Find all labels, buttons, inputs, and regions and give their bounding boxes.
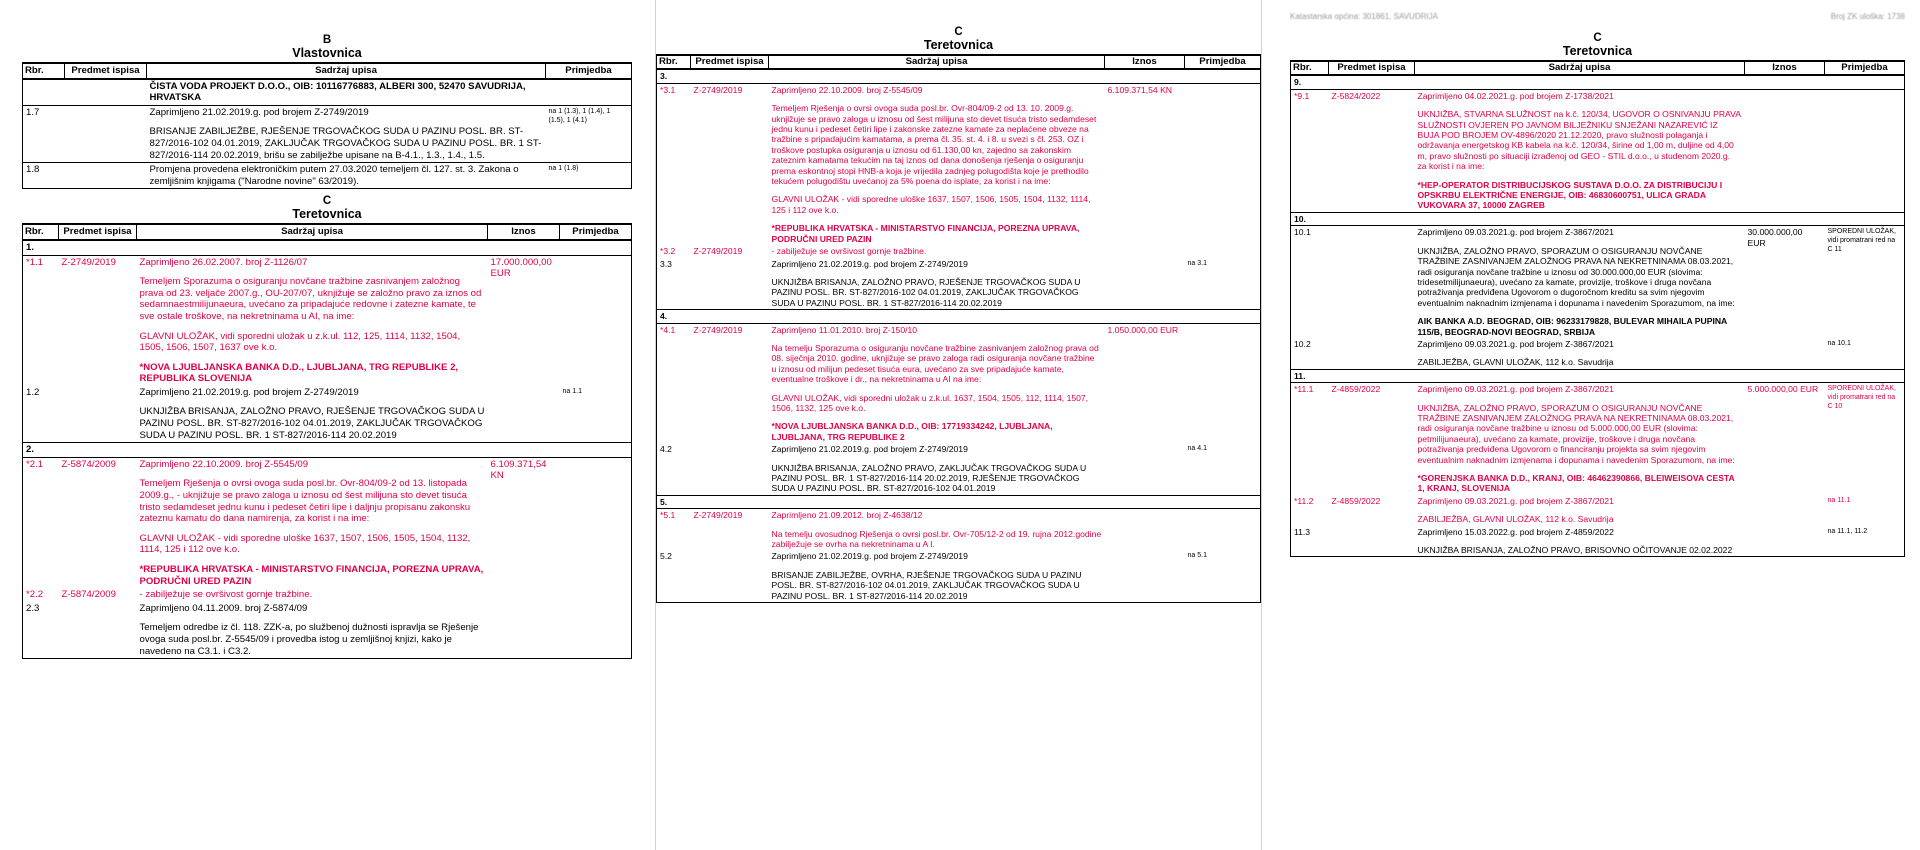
group-row (1291, 75, 1905, 89)
section-letter: C (954, 26, 963, 38)
table-row (1291, 89, 1905, 212)
page-header (1290, 12, 1905, 26)
entry-line: UKNJIŽBA BRISANJA, ZALOŽNO PRAVO, BRISOVNO OČITOVANJE 02.02.2022 (1417, 545, 1733, 556)
table-row (1291, 338, 1905, 369)
entry-line: Zaprimljeno 22.10.2009. broj Z-5545/09 (139, 458, 309, 470)
section-title: Teretovnica (923, 38, 994, 52)
entry-content (147, 105, 546, 162)
teretovnica-table (1290, 60, 1905, 557)
entry-subject: Z-5874/2009 (61, 589, 116, 601)
entry-amount: 6.109.371,54 KN (490, 458, 547, 482)
page-top-spacer (656, 0, 1261, 20)
entry-subject: Z-4859/2022 (1331, 495, 1381, 506)
table-row (657, 323, 1261, 443)
table-header-row (1291, 61, 1905, 75)
table-row (23, 602, 632, 659)
entry-number: 1.8 (23, 163, 65, 189)
entry-number: 11.3 (1291, 526, 1329, 557)
group-label: 10. (1291, 212, 1905, 225)
group-row (1291, 369, 1905, 382)
entry-holder: *NOVA LJUBLJANSKA BANKA D.D., OIB: 17719334242, LJUBLJANA, LJUBLJANA, TRG REPUBLIKE 2 (771, 421, 1053, 442)
group-label: 1. (23, 240, 632, 255)
entry-amount: 6.109.371,54 KN (1107, 84, 1173, 95)
col-header: Iznos (1745, 61, 1825, 75)
col-header: Primjedba (1825, 61, 1905, 75)
vlastovnica-table (22, 62, 632, 189)
owner-row (23, 79, 632, 106)
table-row (23, 163, 632, 189)
table-row (657, 509, 1261, 551)
table-row (657, 245, 1261, 257)
entry-line: Temeljem Rješenja o ovrsi ovoga suda posl.br. Ovr-804/09-2 od 13. 10. 2009.g. uknjižuje se pravo zaloga u iznosu od šest milijuna sto devet tisuća tristo sedamdeset jednu kunu i pedeset četiri lipe i zakonske zatezne kamate za neplaćene obveze na tražbine s pripadajućim kamatama, a prema čl. 35. st. 4. i 8. u svezi s čl. 253. OZ i troškove postupka osiguranja u iznosu od 61.130,00 kn, zajedno sa zakonskim zateznim kamatama tekućim na taj iznos od dana donošenja rješenja o osiguranju prema eskontnoj stopi HNB-a koja je vrijedila zadnjeg polugodišta koje je prethodilo tekućem polugodištu uvećanoj za 5% poena do isplate, za korist i na ime: (771, 103, 1097, 187)
table-row (23, 588, 632, 602)
entry-line: UKNJIŽBA, ZALOŽNO PRAVO, SPORAZUM O OSIGURANJU NOVČANE TRAŽBINE ZASNIVANJEM ZALOŽNOG PRAVA NA NEKRETNINAMA 08.03.2021, radi osiguranja novčane tražbine u iznosu od 30.000.000,00 EUR (slovima: tridesetmilijunaeura), uvećano za kamate, provizije, troškove i druga novčana potraživanja predviđena Ugovorom o dugoročnom kreditu sa svim njegovim eventualnim naknadnim izmjenama i dopunama i navedenim Sporazumom, na ime: (1417, 245, 1735, 308)
teretovnica-rows (657, 69, 1261, 602)
entry-remark (1185, 83, 1261, 245)
entry-amount (1105, 509, 1185, 551)
entry-remark (1185, 323, 1261, 443)
col-header: Iznos (488, 224, 560, 240)
entry-remark: SPOREDNI ULOŽAK, vidi promatrani red na C 10 (1825, 383, 1905, 495)
entry-remark (1825, 89, 1905, 212)
entry-content (769, 245, 1105, 257)
entry-number: *1.1 (23, 255, 59, 386)
entry-content (1415, 338, 1745, 369)
entry-remark: na 1.1 (560, 386, 632, 443)
entry-number: *11.1 (1291, 383, 1329, 495)
entry-content (1415, 89, 1745, 212)
entry-line: Zaprimljeno 04.02.2021.g. pod brojem Z-1738/2021 (1417, 90, 1614, 101)
entry-number: *3.1 (657, 83, 691, 245)
teretovnica-rows (23, 240, 632, 659)
entry-line: Zaprimljeno 21.09.2012. broj Z-4638/12 (771, 510, 923, 521)
entry-content (137, 386, 488, 443)
land-registry-folio: Broj ZK uloška: 1738 (1830, 12, 1905, 21)
entry-subject (1329, 226, 1415, 338)
entry-amount (1105, 245, 1185, 257)
entry-line: Zaprimljeno 26.02.2007. broj Z-1126/07 (139, 256, 308, 268)
group-row (23, 240, 632, 255)
entry-content (1415, 495, 1745, 526)
group-row (1291, 212, 1905, 225)
entry-number: *3.2 (657, 245, 691, 257)
entry-line: BRISANJE ZABILJEŽBE, OVRHA, RJEŠENJE TRGOVAČKOG SUDA U PAZINU POSL. BR. ST-827/2016-102 04.01.2019, ZAKLJUČAK TRGOVAČKOG SUDA U PAZINU POSL. BR. 1 ST-827/2016-114 20.02.2019 (771, 569, 1082, 601)
entry-subject (59, 602, 137, 659)
owner-name: ČISTA VODA PROJEKT D.O.O., OIB: 10116776883, ALBERI 300, 52470 SAVUDRIJA, HRVATSKA (147, 79, 546, 106)
group-label: 4. (657, 310, 1261, 323)
entry-line: Temeljem Rješenja o ovrsi ovoga suda posl.br. Ovr-804/09-2 od 13. listopada 2009.g., - uknjižuje se pravo zaloga u iznosu od šest milijuna sto devet tisuća tristo sedamdeset jednu kunu i pedeset četiri lipe i daljnju propisanu zakonsku zateznu kamatu do dana namirenja, za korist i na ime: (139, 478, 471, 525)
group-label: 2. (23, 443, 632, 458)
entry-line: Zaprimljeno 09.03.2021.g. pod brojem Z-3867/2021 (1417, 338, 1614, 349)
group-label: 11. (1291, 369, 1905, 382)
entry-line: ZABILJEŽBA, GLAVNI ULOŽAK, 112 k.o. Savudrija (1417, 357, 1614, 368)
entry-line: Temeljem Sporazuma o osiguranju novčane tražbine zasnivanjem založnog prava od 23. veljače 2007.g., OU-207/07, uknjižuje se založno pravo za iznos od sedamnaestmilijunaeura, uvećano za pripadajuće redovne i zatezne kamate, te sve ostale troškove, na nekretninama u AI, na ime: (139, 276, 482, 322)
col-header: Rbr. (1291, 61, 1329, 75)
entry-amount: 1.050.000,00 EUR (1107, 324, 1179, 335)
entry-amount (488, 588, 560, 602)
vlastovnica-rows (23, 105, 632, 189)
entry-line: UKNJIŽBA BRISANJA, ZALOŽNO PRAVO, RJEŠENJE TRGOVAČKOG SUDA U PAZINU POSL. BR. ST-827/2016-102 04.01.2019, ZAKLJUČAK TRGOVAČKOG SUDA U PAZINU POSL. BR. 1 ST-827/2016-114 20.02.2019 (771, 276, 1081, 308)
col-header: Sadržaj upisa (769, 55, 1105, 69)
entry-number: 1.7 (23, 105, 65, 162)
table-header-row (23, 224, 632, 240)
entry-subject (691, 443, 769, 495)
col-header: Primjedba (1185, 55, 1261, 69)
entry-number: 3.3 (657, 258, 691, 310)
entry-remark (560, 457, 632, 588)
entry-line: Temeljem odredbe iz čl. 118. ZZK-a, po službenoj dužnosti ispravlja se Rješenje ovoga suda posl.br. Z-5545/09 i provedba istog u zemljišnoj knjizi, kako je navedeno na C3.1. i C3.2. (139, 622, 479, 657)
entry-subject (65, 105, 147, 162)
col-header: Rbr. (23, 224, 59, 240)
entry-subject: Z-2749/2019 (61, 256, 116, 268)
document-page-3 (1290, 0, 1905, 850)
table-row (23, 255, 632, 386)
col-header: Sadržaj upisa (147, 63, 546, 79)
entry-content (137, 602, 488, 659)
col-header: Rbr. (657, 55, 691, 69)
col-header: Predmet ispisa (1329, 61, 1415, 75)
table-row (1291, 495, 1905, 526)
entry-remark: na 1 (1.8) (546, 163, 632, 189)
entry-line: Zaprimljeno 04.11.2009. broj Z-5874/09 (139, 602, 308, 614)
entry-line: Zaprimljeno 15.03.2022.g. pod brojem Z-4859/2022 (1417, 526, 1614, 537)
entry-number: *11.2 (1291, 495, 1329, 526)
document-page-1 (22, 0, 632, 850)
entry-number: *9.1 (1291, 89, 1329, 212)
group-row (657, 310, 1261, 323)
entry-line: Zaprimljeno 21.02.2019.g. pod brojem Z-2749/2019 (771, 551, 968, 562)
entry-amount (1745, 338, 1825, 369)
entry-line: - zabilježuje se ovršivost gornje tražbine. (139, 589, 313, 601)
entry-content (769, 83, 1105, 245)
group-row (657, 69, 1261, 83)
entry-line: Promjena provedena elektroničkim putem 27.03.2020 temeljem čl. 127. st. 3. Zakona o zemljišnim knjigama ("Narodne novine" 63/2019). (149, 164, 519, 187)
col-header: Sadržaj upisa (1415, 61, 1745, 75)
entry-remark: na 4.1 (1185, 443, 1261, 495)
entry-subject (1329, 526, 1415, 557)
table-row (1291, 526, 1905, 557)
entry-subject: Z-2749/2019 (693, 84, 743, 95)
entry-line: ZABILJEŽBA, GLAVNI ULOŽAK, 112 k.o. Savudrija (1417, 514, 1614, 525)
entry-amount: 5.000.000,00 EUR (1747, 384, 1819, 395)
entry-subject: Z-5874/2009 (61, 458, 116, 470)
table-row (1291, 226, 1905, 338)
entry-amount (1105, 550, 1185, 602)
entry-content (137, 588, 488, 602)
entry-amount (488, 386, 560, 443)
group-row (657, 495, 1261, 508)
group-row (23, 443, 632, 458)
entry-subject (691, 258, 769, 310)
entry-remark (1185, 245, 1261, 257)
entry-content (769, 550, 1105, 602)
entry-remark: na 3.1 (1185, 258, 1261, 310)
entry-amount (1745, 495, 1825, 526)
entry-line: UKNJIŽBA BRISANJA, ZALOŽNO PRAVO, RJEŠENJE TRGOVAČKOG SUDA U PAZINU POSL. BR. ST-827/2016-102 04.01.2019, ZAKLJUČAK TRGOVAČKOG SUDA U PAZINU POSL. BR. 1 ST-827/2016-114 20.02.2019 (139, 406, 485, 441)
entry-subject: Z-2749/2019 (693, 246, 743, 257)
section-title: Teretovnica (1562, 44, 1633, 58)
entry-subject: Z-2749/2019 (693, 324, 743, 335)
entry-holder: *REPUBLIKA HRVATSKA - MINISTARSTVO FINANCIJA, POREZNA UPRAVA, PODRUČNI URED PAZIN (139, 564, 484, 587)
document-page-2 (655, 0, 1262, 850)
entry-holder: *NOVA LJUBLJANSKA BANKA D.D., LJUBLJANA, TRG REPUBLIKE 2, REPUBLIKA SLOVENIJA (139, 361, 459, 385)
entry-amount: 17.000.000,00 EUR (490, 256, 552, 280)
entry-line: Zaprimljeno 21.02.2019.g. pod brojem Z-2749/2019 (771, 444, 968, 455)
entry-remark: SPOREDNI ULOŽAK, vidi promatrani red na C 11 (1825, 226, 1905, 338)
entry-remark: na 1 (1.3), 1 (1.4), 1 (1.5), 1 (4.1) (546, 105, 632, 162)
entry-number: 4.2 (657, 443, 691, 495)
col-header: Primjedba (546, 63, 632, 79)
col-header: Iznos (1105, 55, 1185, 69)
entry-amount (1745, 526, 1825, 557)
entry-line: Zaprimljeno 22.10.2009. broj Z-5545/09 (771, 84, 923, 95)
table-header-row (657, 55, 1261, 69)
entry-line: Zaprimljeno 11.01.2010. broj Z-150/10 (771, 324, 918, 335)
entry-subject: Z-2749/2019 (693, 510, 743, 521)
entry-line: UKNJIŽBA, ZALOŽNO PRAVO, SPORAZUM O OSIGURANJU NOVČANE TRAŽBINE ZASNIVANJEM ZALOŽNOG PRAVA NA NEKRETNINAMA 08.03.2021, radi osiguranja novčane tražbine u iznosu od 5.000.000,00 EUR (slovima: petmilijunaeura), uvećano za kamate, provizije, troškove i druga novčana potraživanja predviđena Ugovorom o financiranju projekta sa svim njegovim eventualnim naknadnim izmjenama i dopunama i navedenim Sporazumom, na ime: (1417, 402, 1735, 465)
entry-holder: *GORENJSKA BANKA D.D., KRANJ, OIB: 46462390866, BLEIWEISOVA CESTA 1, KRANJ, SLOVENIJA (1417, 473, 1735, 494)
col-header: Predmet ispisa (65, 63, 147, 79)
table-row (657, 550, 1261, 602)
entry-line: Zaprimljeno 21.02.2019.g. pod brojem Z-2749/2019 (149, 106, 369, 118)
col-header: Predmet ispisa (59, 224, 137, 240)
entry-amount (1105, 443, 1185, 495)
entry-subject (1329, 338, 1415, 369)
entry-remark: na 11.1, 11.2 (1825, 526, 1905, 557)
entry-content (1415, 383, 1745, 495)
entry-amount (488, 602, 560, 659)
entry-content (147, 163, 546, 189)
entry-amount (1105, 258, 1185, 310)
table-row (657, 258, 1261, 310)
entry-remark: na 5.1 (1185, 550, 1261, 602)
entry-remark: na 10.1 (1825, 338, 1905, 369)
entry-number: *4.1 (657, 323, 691, 443)
table-row (23, 386, 632, 443)
entry-content (137, 255, 488, 386)
entry-number: 10.2 (1291, 338, 1329, 369)
entry-number: 1.2 (23, 386, 59, 443)
col-header: Rbr. (23, 63, 65, 79)
entry-number: 5.2 (657, 550, 691, 602)
col-header: Primjedba (560, 224, 632, 240)
entry-line: Zaprimljeno 09.03.2021.g. pod brojem Z-3867/2021 (1417, 495, 1614, 506)
entry-content (769, 323, 1105, 443)
section-letter: C (322, 195, 332, 208)
group-label: 3. (657, 69, 1261, 83)
section-letter: B (322, 34, 332, 46)
entry-line: Zaprimljeno 09.03.2021.g. pod brojem Z-3867/2021 (1417, 384, 1614, 395)
entry-holder: *REPUBLIKA HRVATSKA - MINISTARSTVO FINANCIJA, POREZNA UPRAVA, PODRUČNI URED PAZIN (771, 223, 1080, 244)
entry-line: UKNJIŽBA, STVARNA SLUŽNOST na k.č. 120/34, UGOVOR O OSNIVANJU PRAVA SLUŽNOSTI OVJEREN PO JAVNOM BILJEŽNIKU SNJEŽANI NAZAREVIĆ IZ BUJA POD BROJEM OV-4896/2020 21.12.2020, pravo služnosti polaganja i održavanja energetskog KB kabela na k.č. 120/34, širine od 1,00 m, duljine od 4,00 m, pravo služnosti po situaciji izrađenoj od GEO - STIL d.o.o., u studenom 2020.g. za korist i na ime: (1417, 109, 1741, 172)
entry-line: Zaprimljeno 21.02.2019.g. pod brojem Z-2749/2019 (139, 386, 359, 398)
entry-remark: na 11.1 (1825, 495, 1905, 526)
table-header-row (23, 63, 632, 79)
entry-remark (1185, 509, 1261, 551)
entry-content (137, 457, 488, 588)
entry-number: 2.3 (23, 602, 59, 659)
entry-line: Zaprimljeno 09.03.2021.g. pod brojem Z-3867/2021 (1417, 227, 1614, 238)
table-row (23, 457, 632, 588)
entry-remark (560, 602, 632, 659)
entry-subject (65, 163, 147, 189)
table-row (657, 83, 1261, 245)
entry-subject (691, 550, 769, 602)
entry-content (769, 509, 1105, 551)
entry-number: *2.2 (23, 588, 59, 602)
entry-remark (560, 588, 632, 602)
entry-content (1415, 226, 1745, 338)
entry-content (1415, 526, 1745, 557)
col-header: Sadržaj upisa (137, 224, 488, 240)
entry-note: GLAVNI ULOŽAK - vidi sporedne uloške 1637, 1507, 1506, 1505, 1504, 1132, 1114, 125 i 112 ove k.o. (771, 194, 1091, 215)
section-title: Vlastovnica (292, 46, 362, 60)
entry-amount (1745, 89, 1825, 212)
entry-holder: AIK BANKA A.D. BEOGRAD, OIB: 96233179828, BULEVAR MIHAILA PUPINA 115/B, BEOGRAD-NOVI BEOGRAD, SRBIJA (1417, 316, 1727, 337)
table-row (1291, 383, 1905, 495)
entry-number: 10.1 (1291, 226, 1329, 338)
entry-line: - zabilježuje se ovršivost gornje tražbine. (771, 246, 927, 257)
cadastral-municipality: Katastarska općina: 301861, SAVUDRIJA (1290, 12, 1438, 21)
entry-line: Na temelju ovosudnog Rješenja o ovrsi posl.br. Ovr-705/12-2 od 19. rujna 2012.godine zabilježuje se ovrha na nekretninama u A I. (771, 528, 1102, 550)
page-top-spacer (22, 0, 632, 28)
entry-amount: 30.000.000,00 EUR (1747, 227, 1803, 248)
entry-line: Na temelju Sporazuma o osiguranju novčane tražbine zasnivanjem založnog prava od 08. siječnja 2010. godine, uknjižuje se pravo zaloga radi osiguranja novčane tražbine u iznosu od milijun pedeset tisuća eura, uvećano za sve pripadajuće kamate, eventualne troškove i dr., na nekretninama u AI na ime: (771, 342, 1099, 385)
group-label: 5. (657, 495, 1261, 508)
entry-subject: Z-5824/2022 (1329, 89, 1415, 212)
entry-note: GLAVNI ULOŽAK, vidi sporedni uložak u z.k.ul. 112, 125, 1114, 1132, 1504, 1505, 1506, 1507, 1637 ove k.o. (139, 330, 461, 354)
entry-holder: *HEP-OPERATOR DISTRIBUCIJSKOG SUSTAVA D.O.O. ZA DISTRIBUCIJU I OPSKRBU ELEKTRIČNE ENERGIJE, OIB: 46830600751, ULICA GRADA VUKOVARA 37, 10000 ZAGREB (1417, 179, 1723, 211)
entry-number: *5.1 (657, 509, 691, 551)
entry-note: GLAVNI ULOŽAK - vidi sporedne uloške 1637, 1507, 1506, 1505, 1504, 1132, 1114, 125 i 112 ove k.o. (139, 532, 471, 556)
section-title: Teretovnica (292, 207, 362, 222)
entry-line: BRISANJE ZABILJEŽBE, RJEŠENJE TRGOVAČKOG SUDA U PAZINU POSL. BR. ST-827/2016-102 04.01.2019, ZAKLJUČAK TRGOVAČKOG SUDA U PAZINU POSL. BR. 1 ST-827/2016-114 20.02.2019, brišu se zabilježbe upisane na B-4.1., 1.3., 1.4., 1.5. (149, 126, 542, 161)
group-label: 9. (1291, 75, 1905, 89)
teretovnica-table (22, 223, 632, 659)
teretovnica-rows (1291, 75, 1905, 557)
entry-line: Zaprimljeno 21.02.2019.g. pod brojem Z-2749/2019 (771, 258, 968, 269)
teretovnica-table (656, 54, 1261, 603)
entry-remark (560, 255, 632, 386)
table-row (23, 105, 632, 162)
entry-content (769, 258, 1105, 310)
entry-subject (59, 386, 137, 443)
entry-content (769, 443, 1105, 495)
col-header: Predmet ispisa (691, 55, 769, 69)
entry-note: GLAVNI ULOŽAK, vidi sporedni uložak u z.k.ul. 1637, 1504, 1505, 112, 1114, 1507, 1506, 1132, 125 ove k.o. (771, 392, 1089, 413)
table-row (657, 443, 1261, 495)
entry-subject: Z-4859/2022 (1331, 384, 1381, 395)
entry-line: UKNJIŽBA BRISANJA, ZALOŽNO PRAVO, ZAKLJUČAK TRGOVAČKOG SUDA U PAZINU POSL. BR. 1 ST-827/2016-114 20.02.2019, RJEŠENJE TRGOVAČKOG SUDA U PAZINU POSL. BR. ST-827/2016-102 04.01.2019 (771, 462, 1087, 494)
entry-number: *2.1 (23, 457, 59, 588)
section-letter: C (1593, 32, 1602, 44)
